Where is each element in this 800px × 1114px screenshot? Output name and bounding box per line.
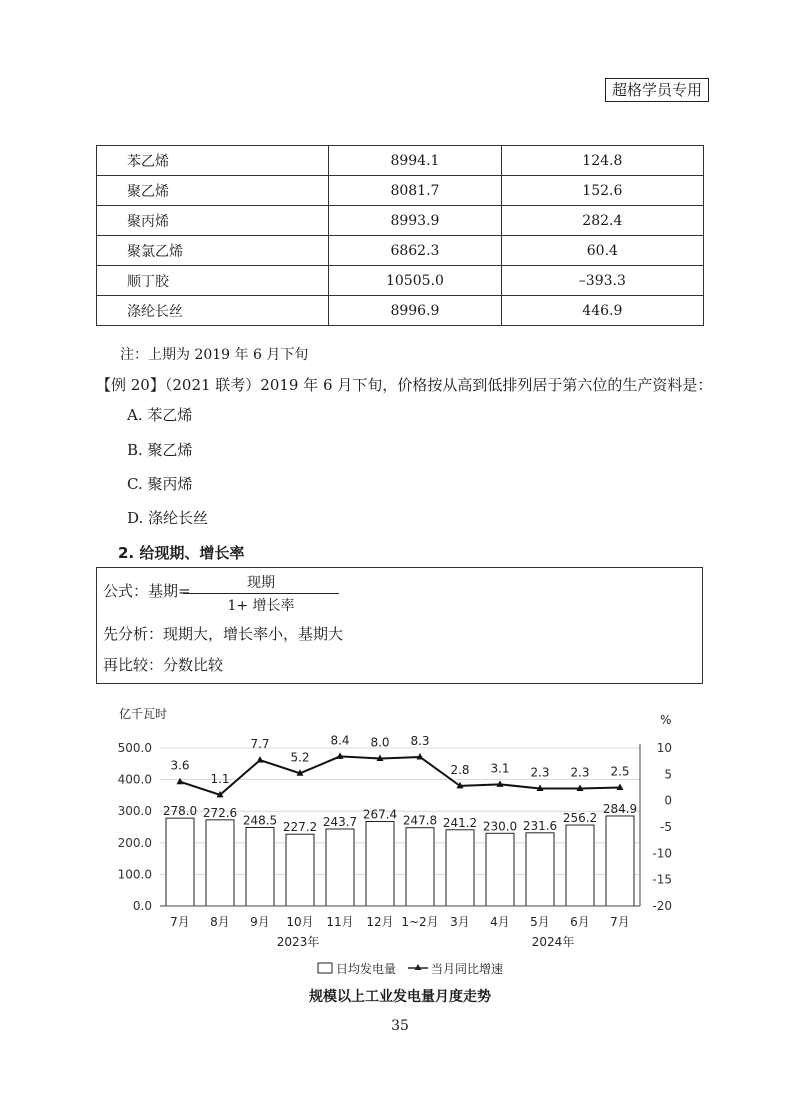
left-axis-label: 亿千瓦时 [119,707,168,721]
table-row [97,236,704,266]
table-note: 注：上期为 2019 年 6 月下旬 [120,347,309,363]
material-name: 聚丙烯 [97,206,329,236]
option-a: A. 苯乙烯 [127,406,193,424]
price-value: 8993.9 [329,206,502,236]
change-value: 152.6 [501,176,703,206]
right-tick-label: 10 [656,741,672,755]
line-value-label: 8.4 [330,733,350,748]
category-label: 11月 [326,915,354,929]
table-row [97,296,704,326]
left-tick-label: 100.0 [117,867,152,882]
year-label-2023: 2023年 [276,935,320,949]
change-value: 282.4 [501,206,703,236]
legend [318,961,503,976]
right-tick-label: 5 [664,767,672,782]
line-point [257,756,264,763]
bar [406,828,434,906]
category-label: 12月 [366,915,394,929]
bar [286,834,314,906]
price-value: 8994.1 [329,146,502,176]
bar-value-label: 278.0 [162,804,198,819]
line-value-label: 2.3 [530,765,550,780]
formula-fraction [183,572,339,615]
category-label: 7月 [170,915,190,929]
option-c: C. 聚丙烯 [127,475,193,493]
material-name: 聚乙烯 [97,176,329,206]
bar [446,830,474,906]
page-number: 35 [391,1018,409,1034]
bar [486,833,514,906]
formula-line-analysis: 先分析：现期大，增长率小，基期大 [103,625,344,643]
line-value-label: 2.3 [570,765,590,780]
category-label: 5月 [530,915,550,929]
category-label: 3月 [450,915,470,929]
bar [526,833,554,906]
left-tick-label: 0.0 [132,899,152,913]
right-tick-label: -20 [652,899,672,913]
right-tick-label: 0 [664,793,672,808]
bar-value-label: 256.2 [562,811,598,826]
growth-line [180,756,620,794]
line-value-label: 8.0 [370,735,390,750]
bar [566,825,594,906]
category-label: 6月 [570,915,590,929]
table-row [97,146,704,176]
line-value-label: 8.3 [410,733,430,748]
bar-value-label: 231.6 [522,818,558,833]
bar [246,827,274,906]
legend-bar-swatch [318,963,332,973]
bar-value-label: 267.4 [362,807,398,822]
price-value: 6862.3 [329,236,502,266]
formula-box [96,567,703,684]
category-label: 4月 [490,915,510,929]
line-point [177,778,184,785]
member-badge: 超格学员专用 [605,78,709,102]
material-name: 涤纶长丝 [97,296,329,326]
formula-prefix: 公式：基期= [103,582,191,600]
bar-value-label: 284.9 [602,801,638,816]
bar [326,829,354,906]
bar-value-label: 248.5 [242,813,278,828]
material-name: 聚氯乙烯 [97,236,329,266]
option-d: D. 涤纶长丝 [127,509,209,527]
price-value: 8996.9 [329,296,502,326]
bar-value-label: 241.2 [442,815,478,830]
option-b: B. 聚乙烯 [127,441,193,459]
bar-value-label: 272.6 [202,805,238,820]
line-value-label: 2.8 [450,762,470,777]
bar [366,822,394,906]
right-axis-label: % [660,713,672,727]
category-label: 1~2月 [401,915,439,929]
left-tick-label: 300.0 [117,804,152,819]
formula-denominator: 1+ 增长率 [227,598,295,614]
change-value: 446.9 [501,296,703,326]
legend-line-label: 当月同比增速 [431,962,504,976]
table-row [97,266,704,296]
price-table [96,145,704,326]
right-tick-label: -10 [652,846,672,861]
line-value-label: 1.1 [210,771,230,786]
right-tick-label: -5 [660,820,672,834]
category-label: 8月 [210,915,230,929]
left-tick-label: 400.0 [117,772,152,787]
category-label: 10月 [286,915,314,929]
change-value: 124.8 [501,146,703,176]
line-value-label: 2.5 [610,764,630,779]
chart-title: 规模以上工业发电量月度走势 [309,989,491,1005]
bar-value-label: 243.7 [322,814,358,829]
power-generation-chart [0,700,800,985]
year-label-2024: 2024年 [531,935,575,949]
bar [606,816,634,906]
change-value: 60.4 [501,236,703,266]
formula-numerator: 现期 [183,572,339,594]
bar [166,818,194,906]
category-label: 7月 [610,915,630,929]
category-label: 9月 [250,915,270,929]
line-value-label: 3.1 [490,761,510,776]
bar [206,820,234,906]
right-tick-label: -15 [652,872,672,887]
price-value: 10505.0 [329,266,502,296]
left-tick-label: 500.0 [117,741,152,755]
line-value-label: 7.7 [250,737,270,752]
table-row [97,206,704,236]
line-value-label: 3.6 [170,758,190,773]
table-row [97,176,704,206]
bar-value-label: 227.2 [282,820,318,835]
legend-line-marker [415,964,422,970]
question-text: 【例 20】（2021 联考）2019 年 6 月下旬，价格按从高到低排列居于第六位的生产资料是： [96,376,713,394]
line-value-label: 5.2 [290,750,310,765]
legend-bar-label: 日均发电量 [336,962,397,976]
bar-value-label: 247.8 [402,813,438,828]
material-name: 苯乙烯 [97,146,329,176]
material-name: 顺丁胶 [97,266,329,296]
formula-line-compare: 再比较：分数比较 [103,656,224,674]
change-value: –393.3 [501,266,703,296]
left-tick-label: 200.0 [117,835,152,850]
bar-value-label: 230.0 [482,819,518,834]
section-title: 2. 给现期、增长率 [118,544,245,562]
price-value: 8081.7 [329,176,502,206]
